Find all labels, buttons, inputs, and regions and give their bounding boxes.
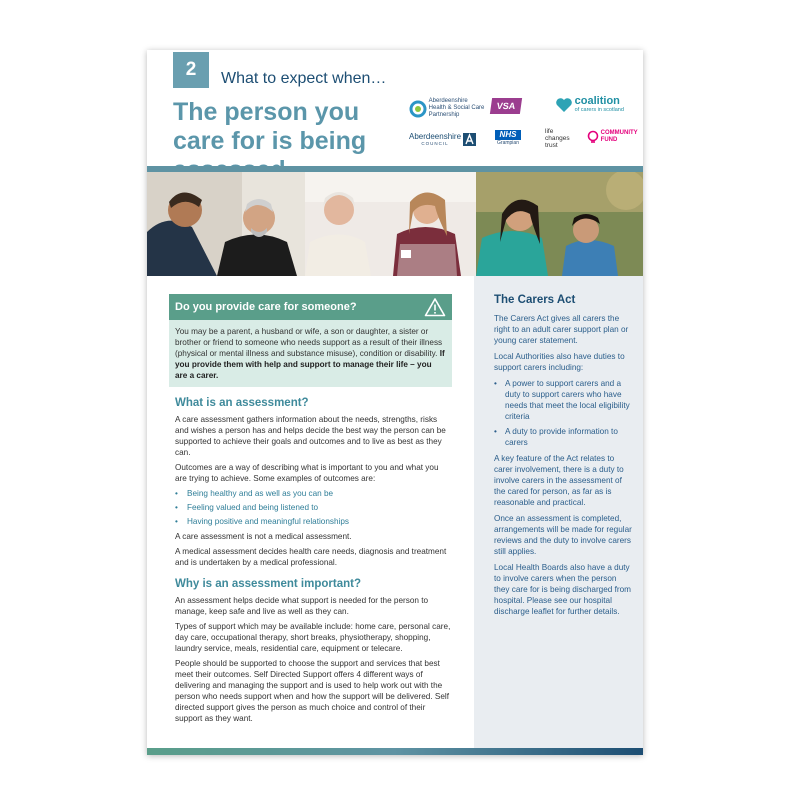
coalition-logo: coalition of carers in scotland bbox=[555, 96, 639, 113]
content-area bbox=[147, 276, 643, 748]
photo-strip bbox=[147, 172, 643, 276]
nhs-grampian-logo: NHS Grampian bbox=[495, 130, 521, 147]
photo-man-and-son bbox=[147, 172, 305, 276]
sidebar-paragraph: Local Health Boards also have a duty to involve carers when the person they care for is being discharged from hospital. Please see our hospital discharge leaflet for further details. bbox=[494, 563, 631, 616]
partner-logos bbox=[409, 96, 639, 154]
paragraph: Types of support which may be available include: home care, personal care, day care, occupational therapy, short breaks, physiotherapy, shopping, laundry service, meals, residential care, equipment or telecare. bbox=[175, 622, 451, 653]
paragraph: A medical assessment decides health care needs, diagnosis and treatment and is undertaken by a medical professional. bbox=[175, 547, 447, 567]
outcomes-list bbox=[175, 488, 452, 527]
carer-definition: If you provide them with help and support to manage their life – you are a carer. bbox=[175, 349, 445, 380]
aberdeenshire-hscp-logo: Aberdeenshire Health & Social Care Partnership bbox=[409, 98, 489, 119]
outcome-item: • Having positive and meaningful relationships bbox=[175, 516, 452, 527]
council-crest-icon bbox=[463, 133, 476, 146]
sidebar-heading: The Carers Act bbox=[494, 294, 576, 306]
paragraph: A care assessment gathers information about the needs, strengths, risks and wishes a person has and helps decide the best way the person can be supported to achieve their goals and outcomes and to live as best as they can. bbox=[175, 415, 446, 457]
footer-band bbox=[147, 748, 643, 755]
callout-heading: Do you provide care for someone? bbox=[169, 294, 452, 320]
paragraph: Outcomes are a way of describing what is important to you and what you are trying to achieve. Some examples of outcomes are: bbox=[175, 463, 439, 483]
duty-item: • A power to support carers and a duty to support carers who have needs that meet the local eligibility criteria bbox=[494, 378, 633, 422]
sidebar-paragraph: A key feature of the Act relates to carer involvement, there is a duty to involve carers in the assessment of the cared for person, as far as is reasonable and practical. bbox=[494, 454, 624, 507]
duties-list bbox=[494, 378, 633, 448]
warning-icon bbox=[424, 297, 446, 317]
vsa-logo: VSA bbox=[490, 98, 522, 114]
leaflet-page bbox=[147, 50, 643, 755]
leaflet-number: 2 bbox=[173, 52, 209, 88]
community-fund-logo: COMMUNITY FUND bbox=[587, 130, 639, 144]
leaflet-subtitle: What to expect when… bbox=[221, 70, 387, 87]
photo-elderly-woman-and-carer bbox=[305, 172, 476, 276]
section-heading-why: Why is an assessment important? bbox=[175, 578, 361, 590]
photo-sister-and-brother bbox=[476, 172, 643, 276]
sidebar-paragraph: Once an assessment is completed, arrangements will be made for regular reviews and the duty to involve carers still applies. bbox=[494, 514, 632, 556]
outcome-item: • Feeling valued and being listened to bbox=[175, 502, 452, 513]
heart-icon bbox=[555, 97, 573, 113]
life-changes-trust-logo: life changes trust bbox=[545, 128, 570, 149]
main-column bbox=[169, 294, 452, 728]
leaflet-title: The person you care for is being bbox=[173, 98, 367, 155]
sidebar-paragraph: Local Authorities also have duties to support carers including: bbox=[494, 352, 625, 372]
paragraph: People should be supported to choose the support and services that best meet their outcomes. Self Directed Support offers 4 different ways of delivering and managing the support and is used to help work out with the person who needs support when and how the support will be delivered. Self directed support gives the person as much choice and control of their support as they want. bbox=[175, 659, 449, 723]
duty-item: • A duty to provide information to carers bbox=[494, 426, 633, 448]
hscp-circle-icon bbox=[409, 100, 427, 118]
carers-act-sidebar bbox=[474, 276, 643, 748]
paragraph: A care assessment is not a medical assessment. bbox=[175, 532, 352, 541]
callout-body: You may be a parent, a husband or wife, a son or daughter, a sister or brother or friend to someone who needs support as a result of their illness (physical or mental illness and substance misuse), condition or disability. If you provide them with help and support to manage their life – you are a carer. bbox=[169, 320, 452, 387]
section-heading-what: What is an assessment? bbox=[175, 397, 309, 409]
paragraph: An assessment helps decide what support is needed for the person to manage, keep safe and live as well as they can. bbox=[175, 596, 429, 616]
outcome-item: • Being healthy and as well as you can be bbox=[175, 488, 452, 499]
aberdeenshire-council-logo: Aberdeenshire COUNCIL bbox=[409, 132, 479, 146]
header bbox=[147, 50, 643, 166]
sidebar-paragraph: The Carers Act gives all carers the right to an adult carer support plan or young carer statement. bbox=[494, 314, 629, 345]
lottery-hand-icon bbox=[587, 130, 599, 144]
